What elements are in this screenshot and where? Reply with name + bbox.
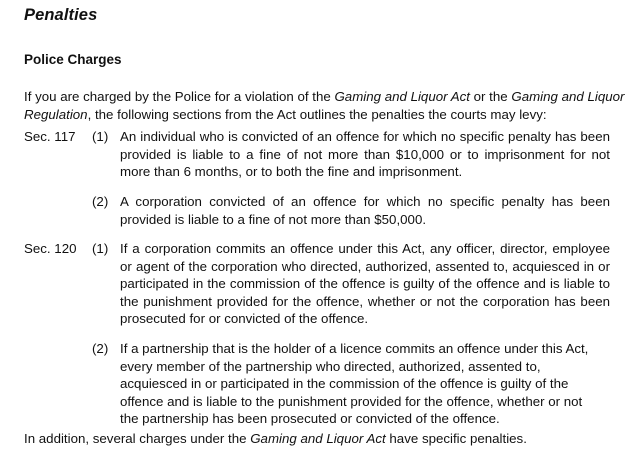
subsection-number: (1) (92, 241, 109, 256)
section-subheading: Police Charges (24, 52, 122, 67)
closing-text-part1: In addition, several charges under the (24, 431, 251, 446)
subsection-number: (2) (92, 341, 109, 356)
intro-text-part3: , the following sections from the Act outlines the penalties the courts may levy: (87, 106, 547, 122)
subsection-text: A corporation convicted of an offence for which no specific penalty has been provided is liable to a fine of not more than $50,000. (120, 194, 610, 227)
closing-paragraph (24, 430, 527, 448)
section-label-120: Sec. 120 (24, 241, 77, 256)
act-name-italic: Gaming and Liquor Act (250, 431, 386, 446)
closing-text-part2: have specific penalties. (385, 431, 527, 446)
intro-text-part2: or the (469, 89, 512, 104)
intro-text-part1: If you are charged by the Police for a violation of the (24, 89, 335, 104)
subsection-number: (2) (92, 194, 109, 209)
subsection-number: (1) (92, 129, 109, 144)
page-heading: Penalties (24, 6, 98, 24)
act-name-italic: Gaming and Liquor Act (334, 89, 470, 104)
intro-paragraph (24, 88, 628, 123)
subsection-text: If a partnership that is the holder of a licence commits an offence under this Act, every member of the partnership who directed, authorized, assented to, acquiesced in or participated in the commission of the offence is guilty of the offence and is liable to the punishment provided for the offence, whether or not the partnership has been prosecuted or convicted of the offence. (120, 341, 589, 426)
section-label-117: Sec. 117 (24, 129, 76, 144)
regulation-name-italic: Gaming and Liquor Regulation (24, 89, 625, 122)
subsection-text: An individual who is convicted of an offence for which no specific penalty has been provided is liable to a fine of not more than $10,000 or to imprisonment for not more than 6 months, or to both the fine and imprisonment. (120, 129, 610, 179)
subsection-text: If a corporation commits an offence under this Act, any officer, director, employee or agent of the corporation who directed, authorized, assented to, acquiesced in or participated in the commission of the offence is guilty of the offence and is liable to the punishment provided for the offence, whether or not the corporation has been prosecuted for or convicted of the offence. (120, 241, 610, 326)
